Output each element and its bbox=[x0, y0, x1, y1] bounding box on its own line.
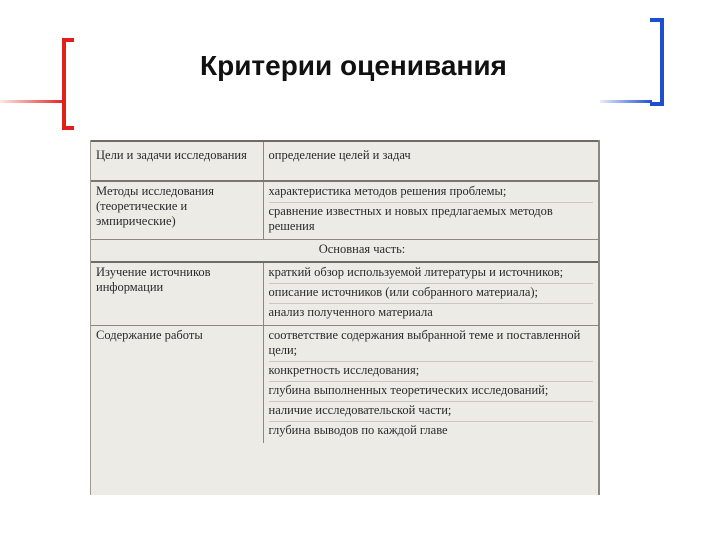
requirement-item: анализ полученного материала bbox=[268, 305, 433, 319]
requirements-cell bbox=[263, 181, 598, 240]
criterion-cell: Цели и задачи исследования bbox=[91, 141, 263, 181]
table-row bbox=[91, 326, 598, 444]
requirement-item: соответствие содержания выбранной теме и поставленной цели; bbox=[269, 328, 594, 362]
requirement-item: описание источников (или собранного материала); bbox=[269, 284, 594, 304]
requirement-item: краткий обзор используемой литературы и источников; bbox=[269, 265, 594, 284]
requirement-item: конкретность исследования; bbox=[269, 362, 594, 382]
requirements-cell bbox=[263, 141, 598, 181]
table-row bbox=[91, 262, 598, 326]
requirements-cell bbox=[263, 262, 598, 326]
slide-title: Критерии оценивания bbox=[200, 50, 507, 81]
right-blue-line-decoration bbox=[600, 100, 652, 103]
criterion-cell: Изучение источников информации bbox=[91, 262, 263, 326]
requirement-item: глубина выполненных теоретических исследований; bbox=[269, 382, 594, 402]
criteria-table-scan bbox=[90, 140, 600, 495]
requirement-item: характеристика методов решения проблемы; bbox=[269, 184, 594, 203]
criterion-cell: Содержание работы bbox=[91, 326, 263, 444]
right-blue-bracket-decoration bbox=[650, 18, 664, 106]
left-red-bracket-decoration bbox=[62, 38, 74, 130]
requirements-cell bbox=[263, 326, 598, 444]
table-row bbox=[91, 141, 598, 181]
criterion-cell: Методы исследования (теоретические и эмпирические) bbox=[91, 181, 263, 240]
requirement-item: сравнение известных и новых предлагаемых методов решения bbox=[268, 204, 553, 233]
table-row bbox=[91, 181, 598, 240]
requirement-item: определение целей и задач bbox=[268, 148, 411, 162]
section-header: Основная часть: bbox=[91, 240, 598, 263]
section-header-row bbox=[91, 240, 598, 263]
criteria-table bbox=[91, 140, 598, 443]
left-red-line-decoration bbox=[0, 100, 66, 103]
requirement-item: глубина выводов по каждой главе bbox=[268, 423, 448, 437]
requirement-item: наличие исследовательской части; bbox=[269, 402, 594, 422]
